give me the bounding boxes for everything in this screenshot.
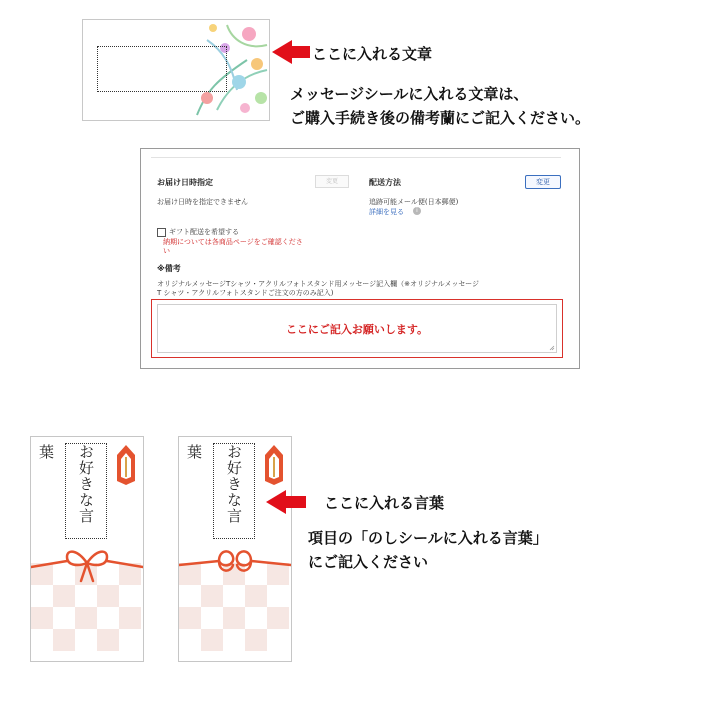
message-seal-image	[82, 19, 270, 121]
noshi-seal-after	[178, 436, 292, 662]
memo-desc-line2: T シャツ・アクリルフォトスタンドご注文の方のみ記入)	[157, 289, 334, 297]
section3-desc-line1: 項目の「のしシールに入れる言葉」	[308, 529, 548, 547]
gift-label: ギフト配送を希望する	[169, 228, 239, 236]
gift-note-line2: い	[163, 247, 170, 255]
section1-desc-line2: ご購入手続き後の備考蘭にご記入ください。	[290, 109, 591, 127]
memo-highlight	[151, 299, 563, 358]
shipping-details-link[interactable]: 詳細を見る	[369, 208, 404, 216]
section3-heading: ここに入れる言葉	[324, 494, 445, 512]
delivery-note: お届け日時を指定できません	[157, 198, 248, 206]
checker-pattern	[179, 541, 291, 661]
info-icon[interactable]: i	[413, 207, 421, 215]
message-placeholder-frame	[97, 46, 227, 92]
checkout-form-screenshot	[140, 148, 580, 369]
gift-checkbox[interactable]	[157, 228, 166, 237]
section1-desc-line1: メッセージシールに入れる文章は、	[290, 85, 529, 103]
gift-note-line1: 納期については各商品ページをご確認くださ	[163, 238, 303, 246]
memo-textarea[interactable]	[157, 304, 557, 353]
noshi-text-frame	[185, 443, 255, 539]
shipping-change-button[interactable]: 変更	[525, 175, 561, 189]
memo-instruction: ここにご記入お願いします。	[285, 323, 429, 336]
delivery-datetime-title: お届け日時指定	[157, 178, 213, 187]
memo-desc-line1: オリジナルメッセージTシャツ・アクリルフォトスタンド用メッセージ記入欄（※オリジナルメッセージ	[157, 280, 479, 288]
resize-handle-icon[interactable]	[549, 345, 555, 351]
noshi-text-2: お好きな言葉	[185, 444, 243, 524]
memo-title: ※備考	[157, 264, 181, 273]
section3-desc-line2: にご記入ください	[308, 553, 429, 571]
delivery-change-button[interactable]: 変更	[315, 175, 349, 188]
noshi-text-1: お好きな言葉	[37, 444, 95, 524]
shipping-method-title: 配送方法	[369, 178, 401, 187]
noshi-text-frame	[37, 443, 107, 539]
divider	[151, 157, 561, 158]
shipping-method-value: 追跡可能メール便(日本郵便)	[369, 198, 459, 206]
noshi-seal-before	[30, 436, 144, 662]
checker-pattern	[31, 541, 143, 661]
section1-heading: ここに入れる文章	[312, 45, 433, 63]
noshi-ornament-icon	[263, 443, 285, 487]
noshi-ornament-icon	[115, 443, 137, 487]
